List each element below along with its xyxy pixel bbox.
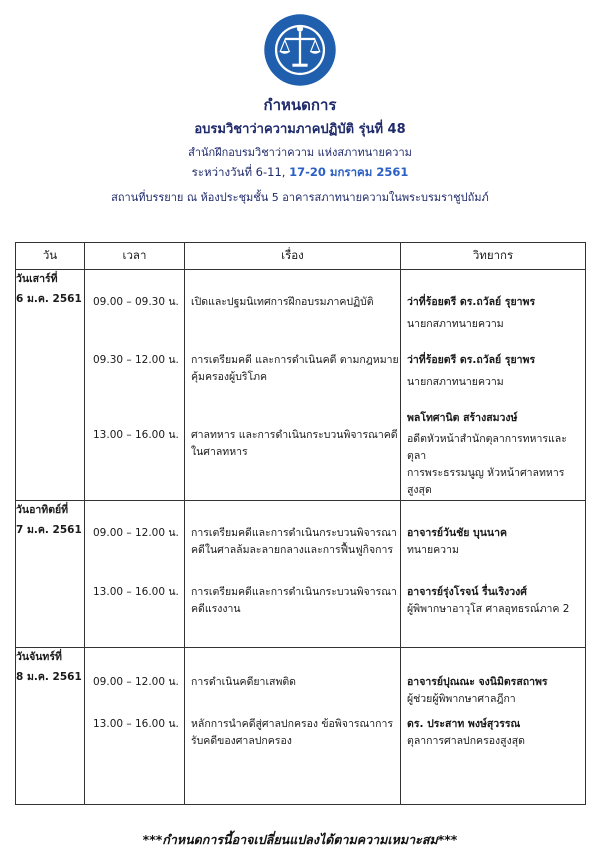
day-date: 6 ม.ค. 2561 (16, 292, 82, 305)
speaker-name: ว่าที่ร้อยตรี ดร.ถวัลย์ รุยาพร (407, 296, 536, 308)
day-cell (16, 501, 85, 648)
speaker-cell (401, 501, 586, 648)
session-time: 09.00 – 12.00 น. (93, 676, 179, 688)
training-dates (0, 164, 600, 182)
speaker-title: ตุลาการศาลปกครองสูงสุด (407, 735, 525, 747)
session-time: 13.00 – 16.00 น. (93, 718, 179, 730)
session-time: 13.00 – 16.00 น. (93, 429, 179, 441)
page-title: กำหนดการ (263, 96, 337, 114)
speaker-name: พลโทศานิต สร้างสมวงษ์ (407, 412, 518, 424)
session-time: 09.00 – 09.30 น. (93, 296, 179, 308)
session-topic: หลักการนำคดีสู่ศาลปกครอง ข้อพิจารณาการ (191, 718, 394, 730)
column-header-speaker: วิทยากร (401, 243, 586, 270)
column-header-day: วัน (16, 243, 85, 270)
topic-cell (185, 501, 401, 648)
day-cell (16, 648, 85, 805)
day-name: วันอาทิตย์ที่ (16, 504, 69, 516)
session-topic: การเตรียมคดีและการดำเนินกระบวนพิจารณา (191, 586, 397, 598)
column-header-time: เวลา (85, 243, 185, 270)
speaker-name: อาจารย์ปุณณะ จงนิมิตรสถาพร (407, 676, 548, 688)
schedule-table (15, 242, 586, 805)
day-name: วันเสาร์ที่ (16, 273, 58, 285)
speaker-cell (401, 648, 586, 805)
day-name: วันจันทร์ที่ (16, 651, 62, 663)
speaker-name: อาจารย์รุ่งโรจน์ รื่นเริงวงศ์ (407, 586, 527, 598)
session-topic: การเตรียมคดีและการดำเนินกระบวนพิจารณา (191, 527, 397, 539)
speaker-title: ทนายความ (407, 544, 459, 556)
column-header-topic: เรื่อง (185, 243, 401, 270)
session-topic: รับคดีของศาลปกครอง (191, 735, 292, 747)
speaker-title: อดีตหัวหน้าสำนักตุลาการทหารและตุลา (407, 433, 567, 462)
day-date: 7 ม.ค. 2561 (16, 523, 82, 536)
course-title: อบรมวิชาว่าความภาคปฏิบัติ รุ่นที่ 48 (194, 122, 406, 137)
time-cell (85, 648, 185, 805)
speaker-name: ดร. ประสาท พงษ์สุวรรณ (407, 718, 521, 730)
speaker-title: การพระธรรมนูญ หัวหน้าศาลทหารสูงสุด (407, 467, 565, 496)
day-row (16, 270, 586, 501)
organization-name: สำนักฝึกอบรมวิชาว่าความ แห่งสภาทนายความ (188, 146, 412, 159)
session-topic: ศาลทหาร และการดำเนินกระบวนพิจารณาคดี (191, 429, 398, 441)
day-cell (16, 270, 85, 501)
time-cell (85, 270, 185, 501)
speaker-title: ผู้ช่วยผู้พิพากษาศาลฎีกา (407, 693, 516, 705)
session-topic: ในศาลทหาร (191, 446, 248, 458)
session-topic: คุ้มครองผู้บริโภค (191, 371, 268, 383)
speaker-name: อาจารย์วันชัย บุนนาค (407, 527, 507, 539)
day-date: 8 ม.ค. 2561 (16, 670, 82, 683)
session-topic: คดีแรงงาน (191, 603, 241, 615)
day-row (16, 501, 586, 648)
venue: สถานที่บรรยาย ณ ห้องประชุมชั้น 5 อาคารสภาทนายความในพระบรมราชูปถัมภ์ (111, 191, 489, 204)
session-time: 09.00 – 12.00 น. (93, 527, 179, 539)
date-prefix: ระหว่างวันที่ 6-11, (191, 165, 290, 179)
speaker-title: นายกสภาทนายความ (407, 376, 504, 388)
session-time: 13.00 – 16.00 น. (93, 586, 179, 598)
session-topic: เปิดและปฐมนิเทศการฝึกอบรมภาคปฏิบัติ (191, 296, 374, 308)
session-topic: การเตรียมคดี และการดำเนินคดี ตามกฎหมาย (191, 354, 399, 366)
table-header-row (16, 243, 586, 270)
speaker-name: ว่าที่ร้อยตรี ดร.ถวัลย์ รุยาพร (407, 354, 536, 366)
speaker-title: ผู้พิพากษาอาวุโส ศาลอุทธรณ์ภาค 2 (407, 603, 570, 615)
footer-note: ***กำหนดการนี้อาจเปลี่ยนแปลงได้ตามความเหมาะสม*** (142, 832, 458, 847)
time-cell (85, 501, 185, 648)
topic-cell (185, 270, 401, 501)
date-highlight: 17-20 มกราคม 2561 (289, 165, 409, 179)
speaker-cell (401, 270, 586, 501)
day-row (16, 648, 586, 805)
topic-cell (185, 648, 401, 805)
session-topic: คดีในศาลล้มละลายกลางและการฟื้นฟูกิจการ (191, 544, 394, 556)
lawyers-council-logo (262, 12, 338, 88)
session-topic: การดำเนินคดียาเสพติด (191, 676, 296, 688)
speaker-title: นายกสภาทนายความ (407, 318, 504, 330)
session-time: 09.30 – 12.00 น. (93, 354, 179, 366)
